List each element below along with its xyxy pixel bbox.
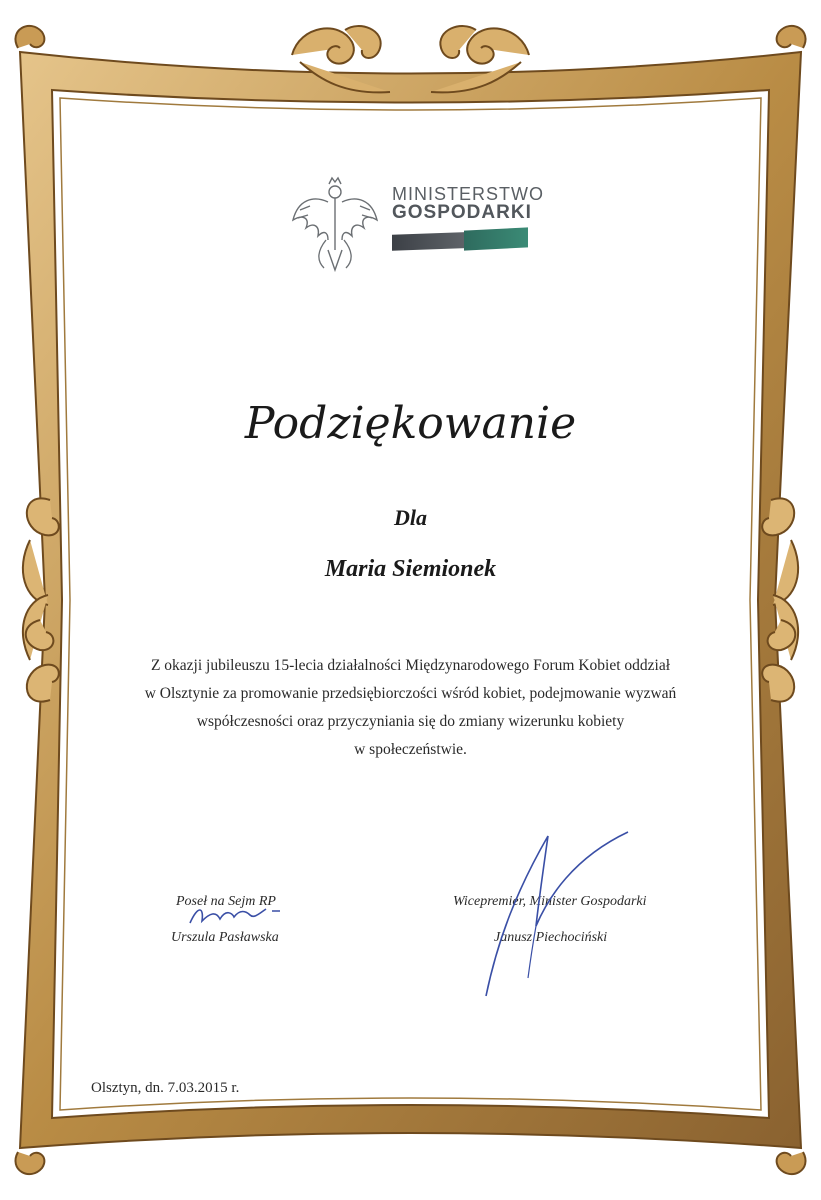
certificate-title: Podziękowanie xyxy=(244,398,577,449)
ministry-name-line2: GOSPODARKI xyxy=(392,202,532,223)
right-signer-name: Janusz Piechociński xyxy=(494,930,608,945)
for-label: Dla xyxy=(394,505,427,530)
right-signer-role: Wicepremier, Minister Gospodarki xyxy=(453,894,647,909)
body-line: w społeczeństwie. xyxy=(354,741,467,758)
body-line: współczesności oraz przyczyniania się do zmiany wizerunku kobiety xyxy=(196,713,625,730)
logo-stripe-green xyxy=(464,227,528,250)
ministry-name-line1: MINISTERSTWO xyxy=(392,184,544,204)
body-line: w Olsztynie za promowanie przedsiębiorczości wśród kobiet, podejmowanie wyzwań xyxy=(144,685,677,702)
recipient-name: Maria Siemionek xyxy=(324,556,497,582)
place-and-date: Olsztyn, dn. 7.03.2015 r. xyxy=(91,1080,240,1096)
left-signer-role: Poseł na Sejm RP xyxy=(176,894,276,909)
certificate-body xyxy=(90,652,731,764)
body-line: Z okazji jubileuszu 15-lecia działalności Międzynarodowego Forum Kobiet oddział xyxy=(150,657,671,674)
left-signer-name: Urszula Pasławska xyxy=(171,930,279,945)
